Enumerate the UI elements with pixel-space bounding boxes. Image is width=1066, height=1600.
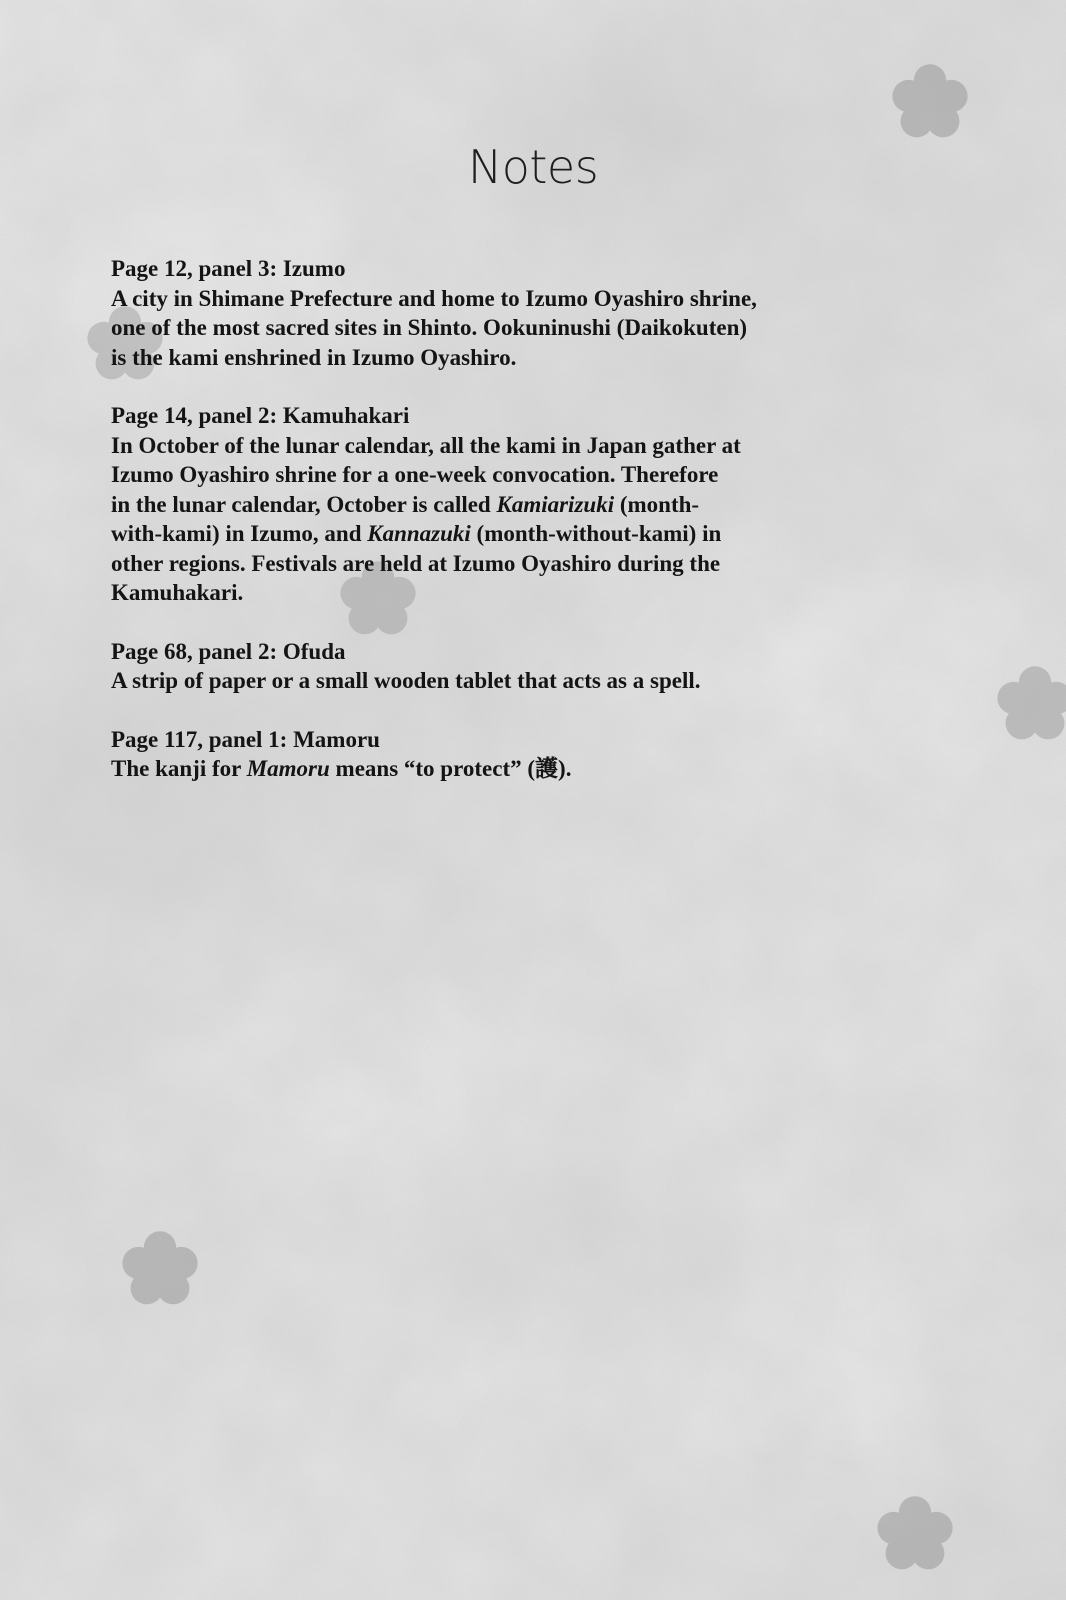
sakura-flower-icon [115, 1225, 205, 1315]
note-text-run: A city in Shimane Prefecture and home to Izumo Oyashiro shrine, [111, 285, 757, 311]
note-text-run: (month-without-kami) in [470, 521, 722, 546]
note-text-line [111, 313, 941, 343]
note-text-line [111, 519, 941, 549]
note-text-line [111, 754, 941, 784]
note-heading: Page 117, panel 1: Mamoru [111, 726, 380, 752]
note-text-run: with-kami) in Izumo, and [111, 521, 368, 546]
note-italic-term: Kannazuki [367, 521, 471, 546]
note-izumo [111, 254, 941, 372]
note-text-run: means “to protect” (護). [329, 756, 572, 781]
note-text-run: other regions. Festivals are held at Izumo Oyashiro during the [111, 550, 721, 576]
note-italic-term: Kamiarizuki [496, 491, 615, 517]
note-text-run: is the kami enshrined in Izumo Oyashiro. [111, 344, 517, 370]
note-text-run: (month- [614, 491, 700, 517]
note-ofuda [111, 637, 941, 696]
note-mamoru [111, 725, 941, 784]
note-heading: Page 68, panel 2: Ofuda [111, 638, 346, 664]
note-text-run: Kamuhakari. [111, 580, 244, 605]
note-text-line [111, 578, 941, 608]
note-text-run: in the lunar calendar, October is called [111, 491, 497, 517]
sakura-flower-icon [990, 660, 1066, 750]
note-heading: Page 12, panel 3: Izumo [111, 256, 346, 281]
sakura-flower-icon [885, 58, 975, 148]
note-text-line [111, 490, 941, 520]
note-kamuhakari [111, 401, 941, 608]
note-text-line [111, 460, 941, 490]
note-text-line [111, 549, 941, 579]
note-text-run: Izumo Oyashiro shrine for a one-week convocation. Therefore [111, 462, 719, 487]
note-heading: Page 14, panel 2: Kamuhakari [111, 403, 410, 428]
note-text-run: The kanji for [111, 756, 247, 781]
note-text-line [111, 666, 941, 696]
note-italic-term: Mamoru [246, 756, 330, 781]
notes-list [111, 254, 941, 813]
note-text-run: A strip of paper or a small wooden tablet that acts as a spell. [111, 668, 701, 693]
sakura-flower-icon [870, 1490, 960, 1580]
note-text-line [111, 284, 941, 314]
note-text-run: In October of the lunar calendar, all the kami in Japan gather at [111, 432, 741, 458]
page-title: Notes [467, 140, 599, 194]
note-text-run: one of the most sacred sites in Shinto. Ookuninushi (Daikokuten) [111, 315, 748, 340]
note-text-line [111, 431, 941, 461]
note-text-line [111, 343, 941, 373]
